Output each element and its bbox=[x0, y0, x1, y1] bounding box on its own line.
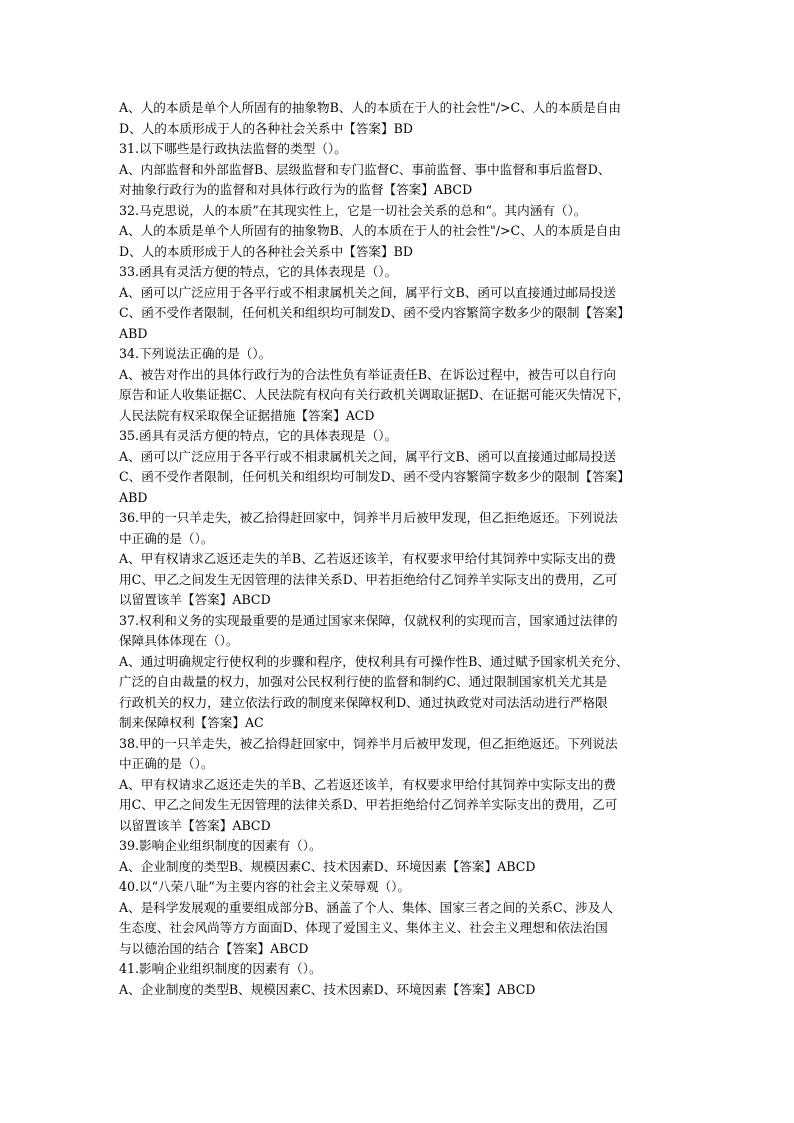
text-line: ABD bbox=[119, 489, 148, 505]
text-line: 以留置该羊【答案】ABCD bbox=[119, 817, 271, 833]
question-line: 39.影响企业组织制度的因素有（）。 bbox=[119, 838, 322, 853]
text-line: 保障具体体现在（）。 bbox=[119, 633, 239, 648]
text-line: ABD bbox=[119, 325, 148, 341]
text-line: 人民法院有权采取保全证据措施【答案】ACD bbox=[119, 407, 375, 423]
question-line: 31.以下哪些是行政执法监督的类型（）。 bbox=[119, 141, 347, 156]
question-line: 36.甲的一只羊走失，被乙拾得赶回家中，饲养半月后被甲发现，但乙拒绝返还。下列说法 bbox=[119, 510, 618, 525]
question-line: 32.马克思说，人的本质”在其现实性上，它是一切社会关系的总和“。其内涵有（）。 bbox=[119, 202, 587, 218]
question-line: 35.函具有灵活方便的特点，它的具体表现是（）。 bbox=[119, 428, 398, 443]
question-line: 41.影响企业组织制度的因素有（）。 bbox=[119, 961, 322, 976]
question-line: 38.甲的一只羊走失，被乙拾得赶回家中，饲养半月后被甲发现，但乙拒绝返还。下列说法 bbox=[119, 735, 618, 751]
text-line: D、人的本质形成于人的各种社会关系中【答案】BD bbox=[119, 120, 413, 136]
text-line: 行政机关的权力，建立依法行政的制度来保障权利D、通过执政党对司法活动进行严格限 bbox=[119, 694, 608, 710]
text-line: A、是科学发展观的重要组成部分B、涵盖了个人、集体、国家三者之间的关系C、涉及人 bbox=[119, 899, 613, 915]
document-body bbox=[119, 98, 681, 1000]
text-line: A、内部监督和外部监督B、层级监督和专门监督C、事前监督、事中监督和事后监督D、 bbox=[119, 161, 611, 177]
text-line: C、函不受作者限制，任何机关和组织均可制发D、函不受内容繁简字数多少的限制【答案】 bbox=[119, 469, 630, 484]
text-line: A、函可以广泛应用于各平行或不相隶属机关之间，属平行文B、函可以直接通过邮局投送 bbox=[119, 448, 616, 464]
text-line: 用C、甲乙之间发生无因管理的法律关系D、甲若拒绝给付乙饲养羊实际支出的费用，乙可 bbox=[119, 797, 618, 812]
text-line: C、函不受作者限制，任何机关和组织均可制发D、函不受内容繁简字数多少的限制【答案】 bbox=[119, 305, 630, 320]
text-line: 制来保障权利【答案】AC bbox=[119, 715, 264, 730]
question-line: 40.以“八荣八耻”为主要内容的社会主义荣辱观（）。 bbox=[119, 879, 411, 894]
text-line: A、通过明确规定行使权利的步骤和程序，使权利具有可操作性B、通过赋予国家机关充分、 bbox=[119, 653, 629, 669]
question-line: 33.函具有灵活方便的特点，它的具体表现是（）。 bbox=[119, 264, 398, 279]
text-line: 与以德治国的结合【答案】ABCD bbox=[119, 940, 309, 956]
text-line: A、甲有权请求乙返还走失的羊B、乙若返还该羊，有权要求甲给付其饲养中实际支出的费 bbox=[119, 776, 616, 792]
text-line: 用C、甲乙之间发生无因管理的法律关系D、甲若拒绝给付乙饲养羊实际支出的费用，乙可 bbox=[119, 571, 618, 587]
text-line: 以留置该羊【答案】ABCD bbox=[119, 592, 271, 607]
text-line: A、人的本质是单个人所固有的抽象物B、人的本质在于人的社会性"/>C、人的本质是自由 bbox=[119, 100, 621, 115]
text-line: A、人的本质是单个人所固有的抽象物B、人的本质在于人的社会性"/>C、人的本质是自由 bbox=[119, 223, 621, 238]
text-line: 中正确的是（）。 bbox=[119, 756, 214, 771]
text-line: 广泛的自由裁量的权力，加强对公民权利行使的监督和制约C、通过限制国家机关尤其是 bbox=[119, 674, 608, 689]
text-line: A、企业制度的类型B、规模因素C、技术因素D、环境因素【答案】ABCD bbox=[119, 858, 536, 874]
text-line: 生态度、社会风尚等方方面面D、体现了爱国主义、集体主义、社会主义理想和依法治国 bbox=[119, 920, 608, 935]
text-line: A、被告对作出的具体行政行为的合法性负有举证责任B、在诉讼过程中，被告可以自行向 bbox=[119, 366, 616, 382]
text-line: 中正确的是（）。 bbox=[119, 530, 214, 546]
text-line: A、函可以广泛应用于各平行或不相隶属机关之间，属平行文B、函可以直接通过邮局投送 bbox=[119, 284, 616, 300]
text-line: 原告和证人收集证据C、人民法院有权向有关行政机关调取证据D、在证据可能灭失情况下， bbox=[119, 387, 630, 402]
text-line: D、人的本质形成于人的各种社会关系中【答案】BD bbox=[119, 243, 413, 259]
text-line: A、甲有权请求乙返还走失的羊B、乙若返还该羊，有权要求甲给付其饲养中实际支出的费 bbox=[119, 551, 616, 566]
question-line: 37.权利和义务的实现最重要的是通过国家来保障，仅就权利的实现而言，国家通过法律的 bbox=[119, 612, 618, 628]
text-line: 对抽象行政行为的监督和对具体行政行为的监督【答案】ABCD bbox=[119, 182, 473, 197]
question-line: 34.下列说法正确的是（）。 bbox=[119, 346, 272, 361]
text-line: A、企业制度的类型B、规模因素C、技术因素D、环境因素【答案】ABCD bbox=[119, 981, 536, 997]
